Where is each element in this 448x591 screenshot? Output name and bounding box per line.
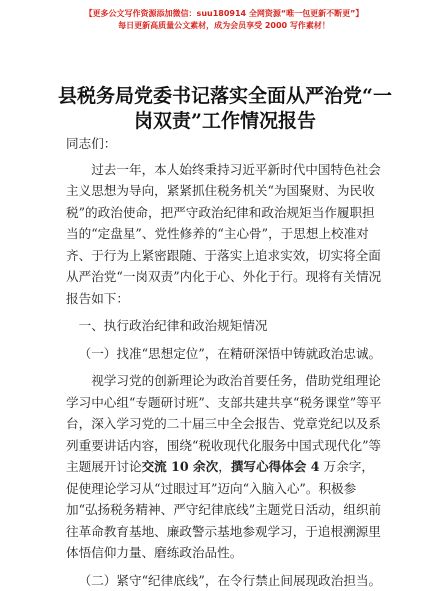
- para1-text-a: 视学习党的创新理论为政治首要任务，借助党组理论学习中心组“专题研讨班”、支部共建共享“税务课堂”等平台，深入学习党的二十届三中全会报告、党章党纪以及系列重要讲话内容，围绕“税收现代化服务中国式现代化”等主题展开讨论: [66, 373, 381, 474]
- promo-banner-line-1: 【更多公文写作资源添加微信：suu180914 全网资源“唯一包更新不断更”】: [0, 8, 448, 19]
- body-paragraph-1: [66, 370, 384, 564]
- subsection-heading-2: （二）紧守“纪律底线”，在令行禁止间展现政治担当。: [66, 570, 384, 591]
- document-body: [66, 133, 384, 591]
- report-title: 县税务局党委书记落实全面从严治党“一岗双责”工作情况报告: [50, 84, 400, 134]
- subsection-heading-1: （一）找准“思想定位”，在精研深悟中铸就政治忠诚。: [66, 343, 384, 365]
- section-heading-1: 一、执行政治纪律和政治规矩情况: [66, 315, 384, 337]
- para1-bold-b: 撰写心得体会 4: [231, 459, 320, 474]
- promo-banner-line-2: 每日更新高质量公文素材，成为会员享受 2000 写作素材！: [0, 20, 448, 31]
- para1-bold-a: 交流 10 余次: [142, 459, 219, 474]
- intro-paragraph: 过去一年，本人始终秉持习近平新时代中国特色社会主义思想为导向，紧紧抓住税务机关“为国聚财、为民收税”的政治使命，把严守政治纪律和政治规矩当作履职担当的“定盘星”、党性修养的“主心骨”，于思想上校准对齐、于行为上紧密跟随、于落实上追求实效，切实将全面从严治党“一岗双责”内化于心、外化于行。现将有关情况报告如下：: [66, 159, 384, 310]
- salutation: 同志们：: [66, 133, 384, 155]
- para1-text-b: ，: [218, 459, 231, 474]
- para1-text-c: 万余字，促使理论学习从“过眼过耳”迈向“入脑入心”。积极参加“弘扬税务精神、严守纪律底线”主题党日活动，组织前往革命教育基地、廉政警示基地参观学习，于追根溯源里体悟信仰力量、磨练政治品性。: [66, 459, 381, 560]
